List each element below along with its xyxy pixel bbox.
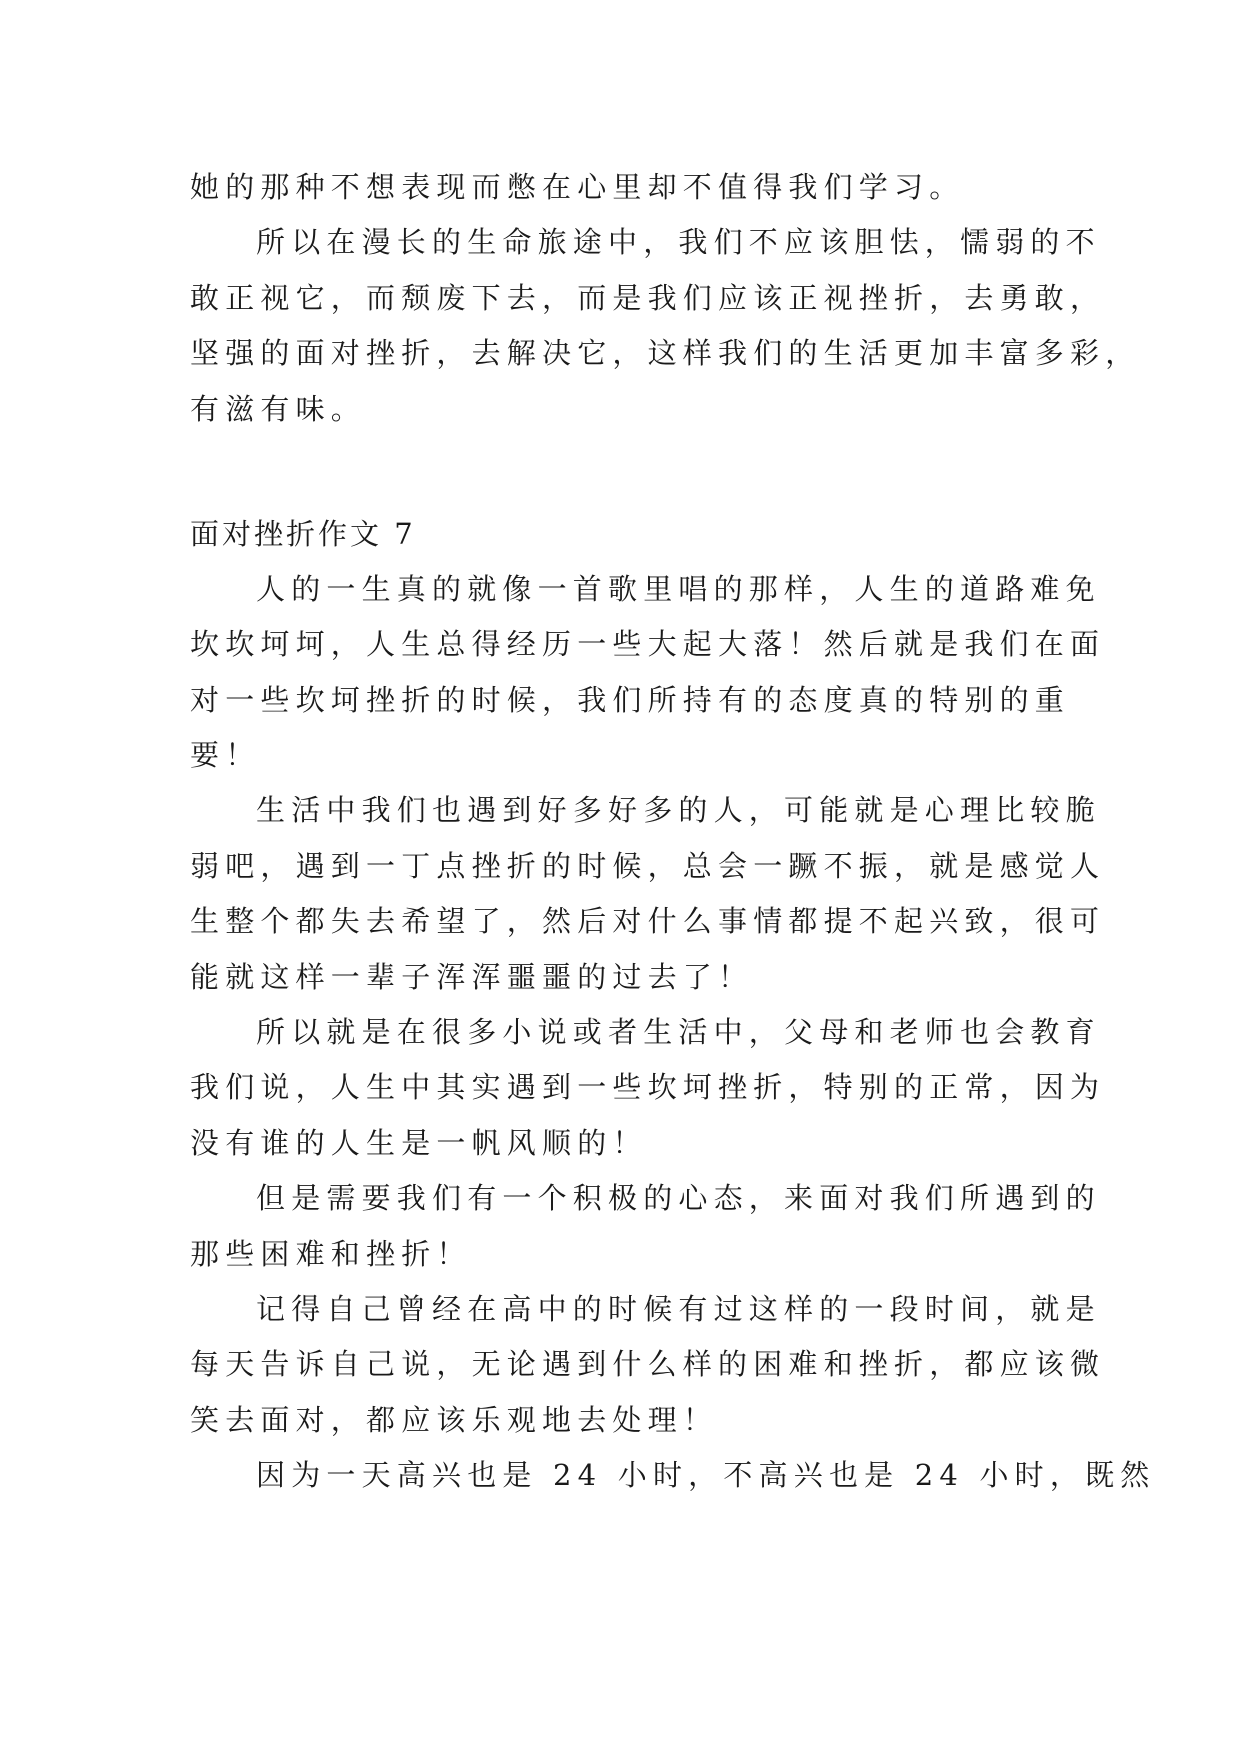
paragraph-line: 弱吧，遇到一丁点挫折的时候，总会一蹶不振，就是感觉人	[190, 849, 1106, 883]
paragraph-line: 记得自己曾经在高中的时候有过这样的一段时间，就是	[256, 1292, 1101, 1326]
paragraph-line: 所以就是在很多小说或者生活中，父母和老师也会教育	[256, 1015, 1101, 1049]
paragraph-line: 她的那种不想表现而憋在心里却不值得我们学习。	[190, 170, 965, 204]
paragraph-line: 坎坎坷坷，人生总得经历一些大起大落！然后就是我们在面	[190, 627, 1106, 661]
paragraph-line: 生活中我们也遇到好多好多的人，可能就是心理比较脆	[256, 793, 1101, 827]
paragraph-line: 因为一天高兴也是 24 小时，不高兴也是 24 小时，既然	[256, 1458, 1156, 1492]
paragraph-line: 没有谁的人生是一帆风顺的！	[190, 1126, 648, 1160]
paragraph-line: 所以在漫长的生命旅途中，我们不应该胆怯，懦弱的不	[256, 225, 1101, 259]
paragraph-line: 笑去面对，都应该乐观地去处理！	[190, 1403, 719, 1437]
paragraph-line: 但是需要我们有一个积极的心态，来面对我们所遇到的	[256, 1181, 1101, 1215]
paragraph-line: 敢正视它，而颓废下去，而是我们应该正视挫折，去勇敢，	[190, 281, 1106, 315]
paragraph-line: 能就这样一辈子浑浑噩噩的过去了！	[190, 960, 754, 994]
paragraph-line: 有滋有味。	[190, 392, 367, 426]
paragraph-line: 对一些坎坷挫折的时候，我们所持有的态度真的特别的重	[190, 683, 1071, 717]
paragraph-line: 生整个都失去希望了，然后对什么事情都提不起兴致，很可	[190, 904, 1106, 938]
paragraph-line: 每天告诉自己说，无论遇到什么样的困难和挫折，都应该微	[190, 1347, 1106, 1381]
paragraph-line: 坚强的面对挫折，去解决它，这样我们的生活更加丰富多彩，	[190, 336, 1141, 370]
paragraph-line: 那些困难和挫折！	[190, 1237, 472, 1271]
section-heading: 面对挫折作文 7	[190, 517, 416, 551]
paragraph-line: 人的一生真的就像一首歌里唱的那样，人生的道路难免	[256, 572, 1101, 606]
paragraph-line: 要！	[190, 738, 261, 772]
paragraph-line: 我们说，人生中其实遇到一些坎坷挫折，特别的正常，因为	[190, 1070, 1106, 1104]
